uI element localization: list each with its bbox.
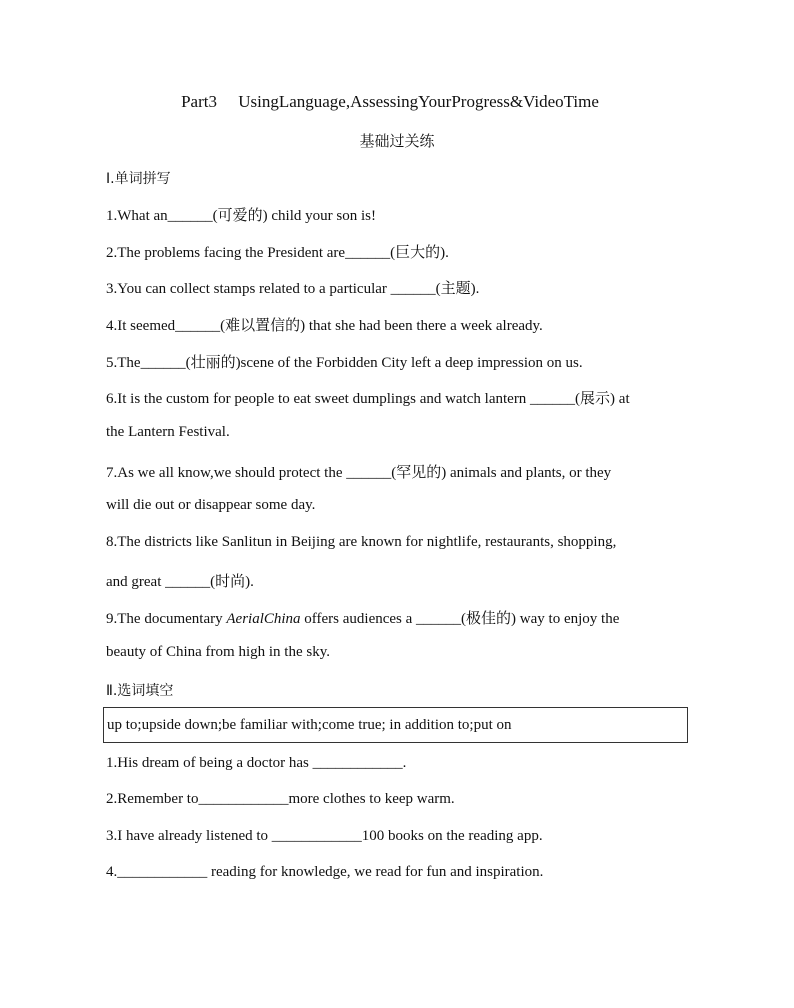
- question-9-prefix: 9.The documentary: [106, 611, 227, 627]
- question-5: 5.The______(壮丽的)scene of the Forbidden City left a deep impression on us.: [106, 355, 583, 371]
- question-9-line1: [106, 607, 619, 628]
- word-bank-box: [103, 707, 688, 743]
- question-1: 1.What an______(可爱的) child your son is!: [106, 208, 376, 224]
- question-7-line1: 7.As we all know,we should protect the ______(罕见的) animals and plants, or they: [106, 465, 612, 481]
- section2-heading: Ⅱ.选词填空: [106, 683, 174, 699]
- question-8-line1: 8.The districts like Sanlitun in Beijing are known for nightlife, restaurants, shopping,: [106, 534, 617, 550]
- section1-heading: Ⅰ.单词拼写: [106, 171, 171, 187]
- word-bank-text: up to;upside down;be familiar with;come true; in addition to;put on: [107, 717, 512, 733]
- question-8-line2: and great ______(时尚).: [106, 574, 254, 590]
- fill-question-2: 2.Remember to____________more clothes to keep warm.: [106, 791, 455, 807]
- documentary-title: AerialChina: [226, 611, 301, 627]
- question-6-line2: the Lantern Festival.: [106, 424, 230, 440]
- question-9-line2: beauty of China from high in the sky.: [106, 644, 330, 660]
- question-4: 4.It seemed______(难以置信的) that she had been there a week already.: [106, 318, 543, 334]
- page-subtitle: 基础过关练: [359, 132, 435, 150]
- question-2: 2.The problems facing the President are______(巨大的).: [106, 245, 449, 261]
- question-6-line1: 6.It is the custom for people to eat sweet dumplings and watch lantern ______(展示) at: [106, 391, 630, 407]
- fill-question-3: 3.I have already listened to ____________100 books on the reading app.: [106, 828, 543, 844]
- question-7-line2: will die out or disappear some day.: [106, 497, 316, 513]
- page-title: Part3 UsingLanguage,AssessingYourProgress&VideoTime: [181, 92, 599, 111]
- question-3: 3.You can collect stamps related to a particular ______(主题).: [106, 281, 480, 297]
- fill-question-1: 1.His dream of being a doctor has ____________.: [106, 755, 407, 771]
- question-9-suffix: offers audiences a ______(极佳的) way to enjoy the: [300, 611, 620, 627]
- fill-question-4: 4.____________ reading for knowledge, we read for fun and inspiration.: [106, 864, 544, 880]
